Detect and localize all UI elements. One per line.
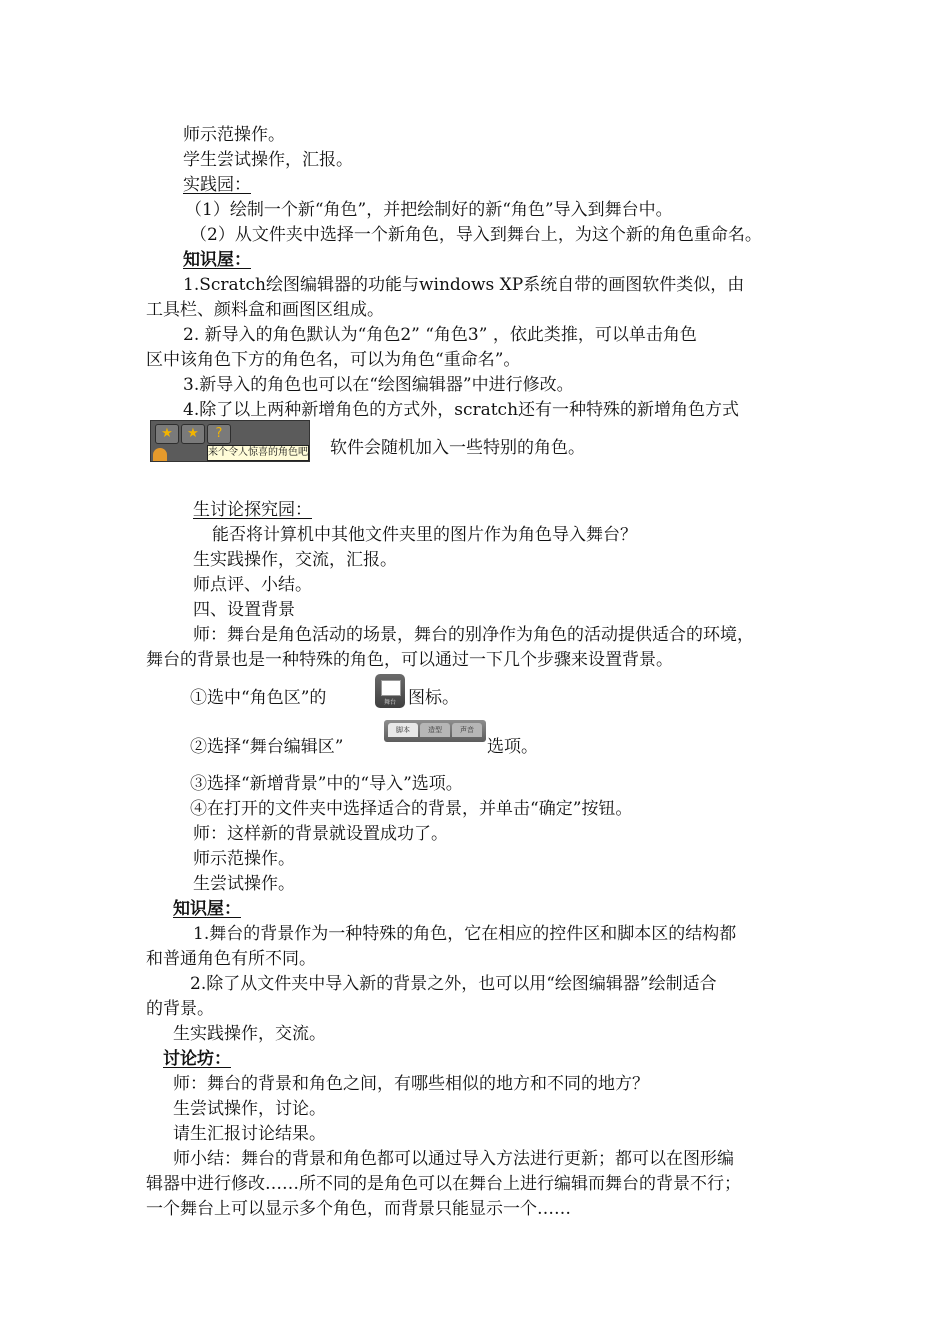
text-line: 辑器中进行修改……所不同的是角色可以在舞台上进行编辑而舞台的背景不行； [146, 1174, 741, 1194]
step-3-text: ③选择“新增背景”中的“导入”选项。 [190, 774, 463, 794]
section-heading: 四、设置背景 [193, 600, 295, 620]
text-line: 2.除了从文件夹中导入新的背景之外，也可以用“绘图编辑器”绘制适合 [190, 974, 717, 994]
text-line: （1）绘制一个新“角色”，并把绘制好的新“角色”导入到舞台中。 [185, 200, 673, 220]
tabs-screenshot [384, 720, 486, 742]
text-line: 一个舞台上可以显示多个角色，而背景只能显示一个…… [146, 1199, 571, 1219]
text-line: 师示范操作。 [193, 849, 295, 869]
heading-practice: 实践园： [183, 175, 251, 195]
heading-knowledge: 知识屋： [173, 899, 241, 919]
heading-discussion: 讨论坊： [163, 1049, 231, 1069]
text-line: 师：这样新的背景就设置成功了。 [193, 824, 448, 844]
text-line: 图标。 [408, 688, 459, 708]
text-line: 2. 新导入的角色默认为“角色2” “角色3” ，依此类推，可以单击角色 [183, 325, 697, 345]
text-line: 舞台的背景也是一种特殊的角色，可以通过一下几个步骤来设置背景。 [146, 650, 673, 670]
heading-knowledge: 知识屋： [183, 250, 251, 270]
text-line: 3.新导入的角色也可以在“绘图编辑器”中进行修改。 [183, 375, 574, 395]
text-line: 师点评、小结。 [193, 575, 312, 595]
text-line: 请生汇报讨论结果。 [173, 1124, 326, 1144]
stage-icon: 舞台 [375, 674, 405, 708]
tab-costumes: 造型 [420, 723, 450, 737]
text-line: 的背景。 [146, 999, 214, 1019]
text-line: 能否将计算机中其他文件夹里的图片作为角色导入舞台？ [212, 525, 637, 545]
text-line: （2）从文件夹中选择一个新角色，导入到舞台上，为这个新的角色重命名。 [190, 225, 762, 245]
text-line: 师示范操作。 [183, 125, 285, 145]
text-line: 4.除了以上两种新增角色的方式外，scratch还有一种特殊的新增角色方式 [183, 400, 740, 420]
text-line: 学生尝试操作，汇报。 [183, 150, 353, 170]
star-icon: ★ [155, 424, 179, 444]
text-line: 生实践操作，交流，汇报。 [193, 550, 397, 570]
tab-scripts: 脚本 [388, 723, 418, 737]
step-2-text: ②选择“舞台编辑区” [190, 737, 344, 757]
sprite-thumbnail [153, 448, 167, 462]
surprise-sprite-screenshot [150, 420, 310, 462]
text-line: 生尝试操作，讨论。 [173, 1099, 326, 1119]
text-line: 师：舞台是角色活动的场景，舞台的别净作为角色的活动提供适合的环境， [193, 625, 754, 645]
heading-discuss-explore: 生讨论探究园： [193, 500, 312, 520]
text-line: 工具栏、颜料盒和画图区组成。 [146, 300, 384, 320]
tab-sounds: 声音 [452, 723, 482, 737]
star-icon: ★ [181, 424, 205, 444]
step-4-text: ④在打开的文件夹中选择适合的背景，并单击“确定”按钮。 [190, 799, 633, 819]
text-line: 师小结：舞台的背景和角色都可以通过导入方法进行更新；都可以在图形编 [173, 1149, 734, 1169]
text-line: 1.Scratch绘图编辑器的功能与windows XP系统自带的画图软件类似，由 [183, 275, 745, 295]
text-line: 和普通角色有所不同。 [146, 949, 316, 969]
text-line: 选项。 [487, 737, 538, 757]
text-line: 1.舞台的背景作为一种特殊的角色，它在相应的控件区和脚本区的结构都 [193, 924, 737, 944]
question-star-icon: ? [207, 424, 231, 444]
tooltip: 来个令人惊喜的角色吧 [207, 445, 309, 461]
text-line: 生实践操作，交流。 [173, 1024, 326, 1044]
text-line: 生尝试操作。 [193, 874, 295, 894]
text-line: 师：舞台的背景和角色之间，有哪些相似的地方和不同的地方？ [173, 1074, 649, 1094]
text-line: 软件会随机加入一些特别的角色。 [330, 438, 585, 458]
text-line: 区中该角色下方的角色名，可以为角色“重命名”。 [146, 350, 521, 370]
step-1-text: ①选中“角色区”的 [190, 688, 327, 708]
